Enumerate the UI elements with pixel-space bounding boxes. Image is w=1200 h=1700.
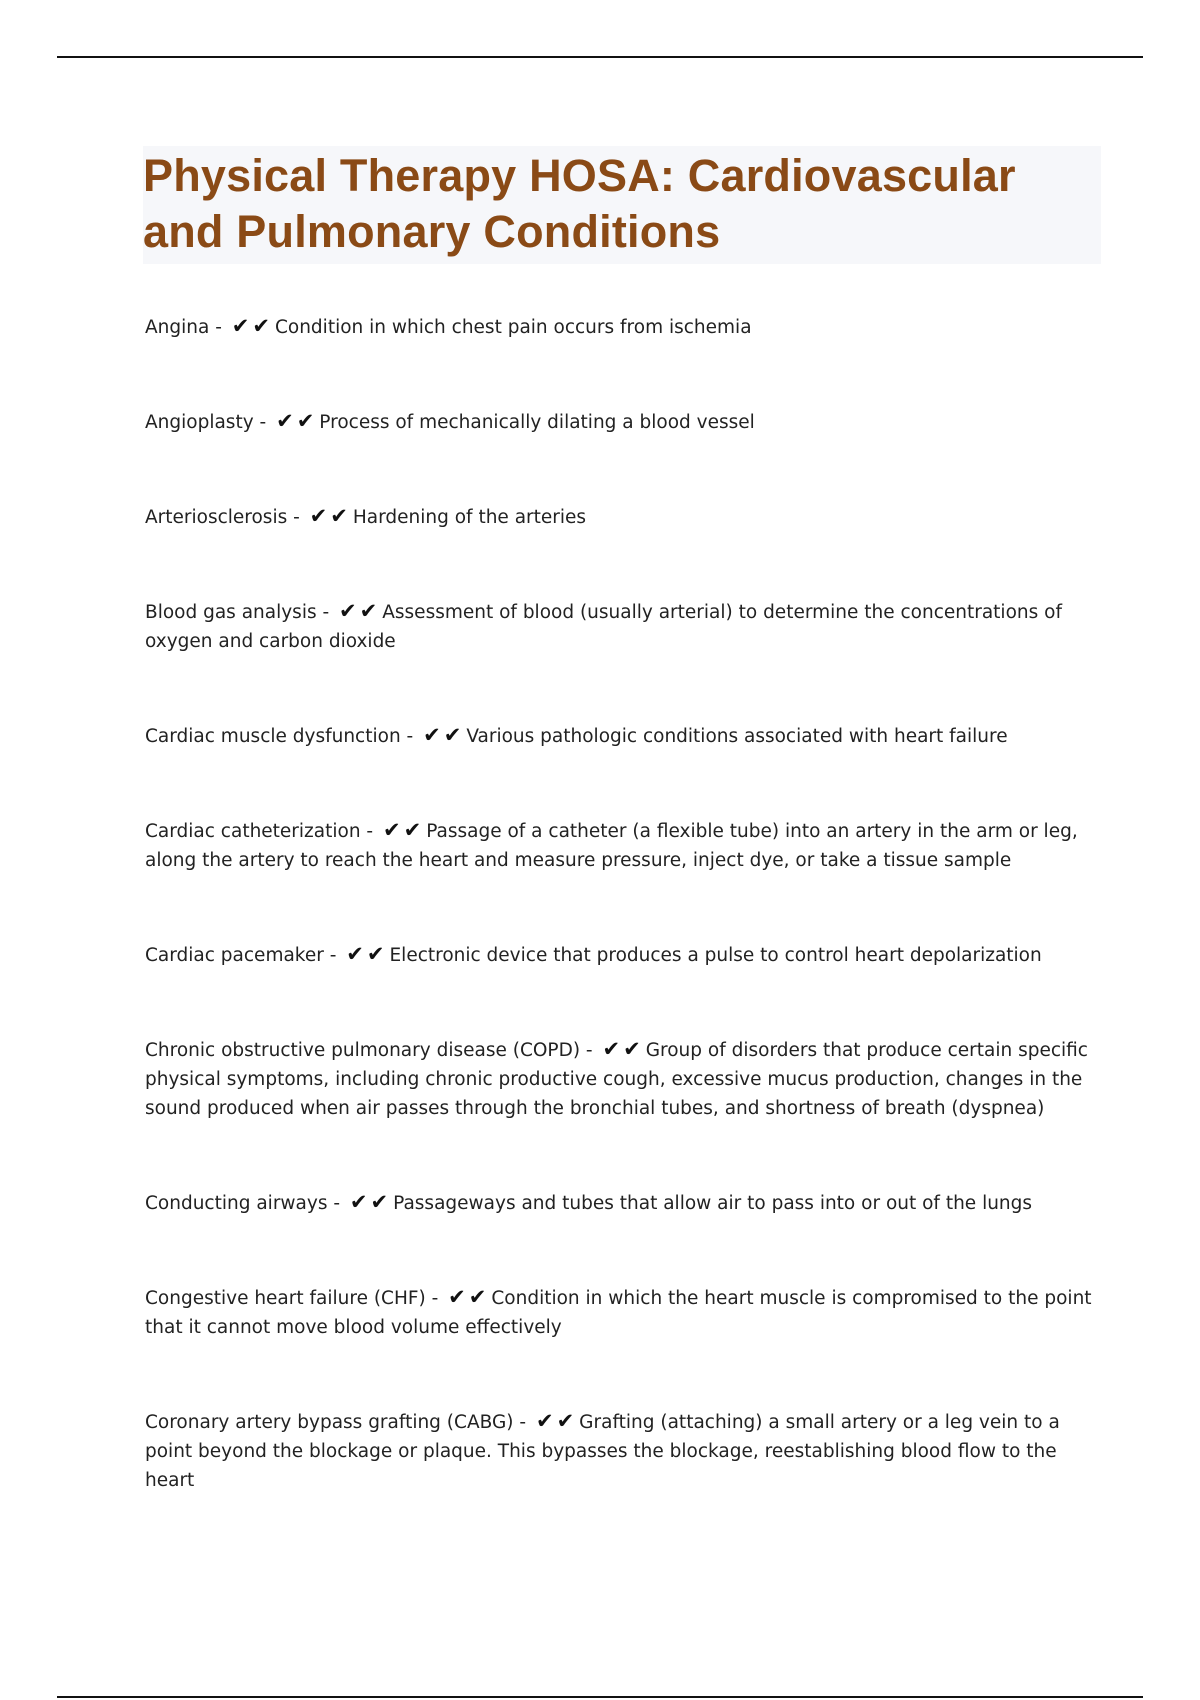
double-check-icon: ✔✔ xyxy=(309,504,351,528)
list-item xyxy=(145,312,1105,342)
title-banner xyxy=(143,146,1101,264)
definition: Process of mechanically dilating a blood vessel xyxy=(319,412,755,433)
double-check-icon: ✔✔ xyxy=(423,723,465,747)
separator: - xyxy=(400,726,420,747)
definition: Hardening of the arteries xyxy=(352,507,587,528)
definition: Electronic device that produces a pulse to control heart depolarization xyxy=(389,945,1042,966)
separator: - xyxy=(425,1288,445,1309)
double-check-icon: ✔✔ xyxy=(339,599,381,623)
list-item xyxy=(145,1188,1105,1218)
definition: Group of disorders that produce certain specific physical symptoms, including chronic productive cough, excessive mucus production, changes in the sound produced when air passes through the bronchial tubes, and shortness of breath (dyspnea) xyxy=(145,1040,1088,1119)
definition: Assessment of blood (usually arterial) to determine the concentrations of oxygen and carbon dioxide xyxy=(145,602,1062,652)
definition: Condition in which chest pain occurs from ischemia xyxy=(274,317,752,338)
double-check-icon: ✔✔ xyxy=(276,409,318,433)
separator: - xyxy=(287,507,306,528)
bottom-rule xyxy=(57,1696,1143,1698)
separator: - xyxy=(253,412,273,433)
double-check-icon: ✔✔ xyxy=(382,818,425,842)
list-item xyxy=(145,407,1105,437)
definition: Grafting (attaching) a small artery or a leg vein to a point beyond the blockage or plaque. This bypasses the blockage, reestablishing blood flow to the heart xyxy=(145,1412,1060,1491)
double-check-icon: ✔✔ xyxy=(602,1037,644,1061)
list-item xyxy=(145,597,1105,656)
double-check-icon: ✔✔ xyxy=(535,1409,578,1433)
list-item xyxy=(145,816,1105,875)
definition: Passageways and tubes that allow air to pass into or out of the lungs xyxy=(393,1193,1033,1214)
term: Arteriosclerosis xyxy=(145,507,288,528)
definition: Various pathologic conditions associated with heart failure xyxy=(466,726,1008,747)
double-check-icon: ✔✔ xyxy=(349,1190,392,1214)
list-item xyxy=(145,940,1105,970)
list-item xyxy=(145,1283,1105,1342)
list-item xyxy=(145,1407,1105,1495)
term: Blood gas analysis xyxy=(145,602,317,623)
list-item xyxy=(145,1035,1105,1123)
separator: - xyxy=(323,945,343,966)
term: Angina xyxy=(145,317,210,338)
double-check-icon: ✔✔ xyxy=(346,942,388,966)
list-item xyxy=(145,721,1105,751)
separator: - xyxy=(327,1193,346,1214)
term: Cardiac pacemaker xyxy=(145,945,324,966)
term: Congestive heart failure (CHF) xyxy=(145,1288,426,1309)
separator: - xyxy=(360,821,379,842)
separator: - xyxy=(209,317,228,338)
page-title: Physical Therapy HOSA: Cardiovascular and Pulmonary Conditions xyxy=(143,150,1016,257)
term: Cardiac muscle dysfunction xyxy=(145,726,401,747)
term: Chronic obstructive pulmonary disease (COPD) xyxy=(145,1040,581,1061)
double-check-icon: ✔✔ xyxy=(448,1285,490,1309)
definition: Condition in which the heart muscle is compromised to the point that it cannot move blood volume effectively xyxy=(145,1288,1092,1338)
page-content xyxy=(145,146,1093,1495)
term: Cardiac catheterization xyxy=(145,821,361,842)
term: Conducting airways xyxy=(145,1193,328,1214)
double-check-icon: ✔✔ xyxy=(231,314,273,338)
separator: - xyxy=(580,1040,599,1061)
list-item xyxy=(145,502,1105,532)
separator: - xyxy=(316,602,336,623)
separator: - xyxy=(513,1412,532,1433)
definition: Passage of a catheter (a flexible tube) into an artery in the arm or leg, along the artery to reach the heart and measure pressure, inject dye, or take a tissue sample xyxy=(145,821,1078,871)
term: Coronary artery bypass grafting (CABG) xyxy=(145,1412,514,1433)
top-rule xyxy=(57,56,1143,58)
term: Angioplasty xyxy=(145,412,254,433)
definition-list xyxy=(145,312,1093,1495)
